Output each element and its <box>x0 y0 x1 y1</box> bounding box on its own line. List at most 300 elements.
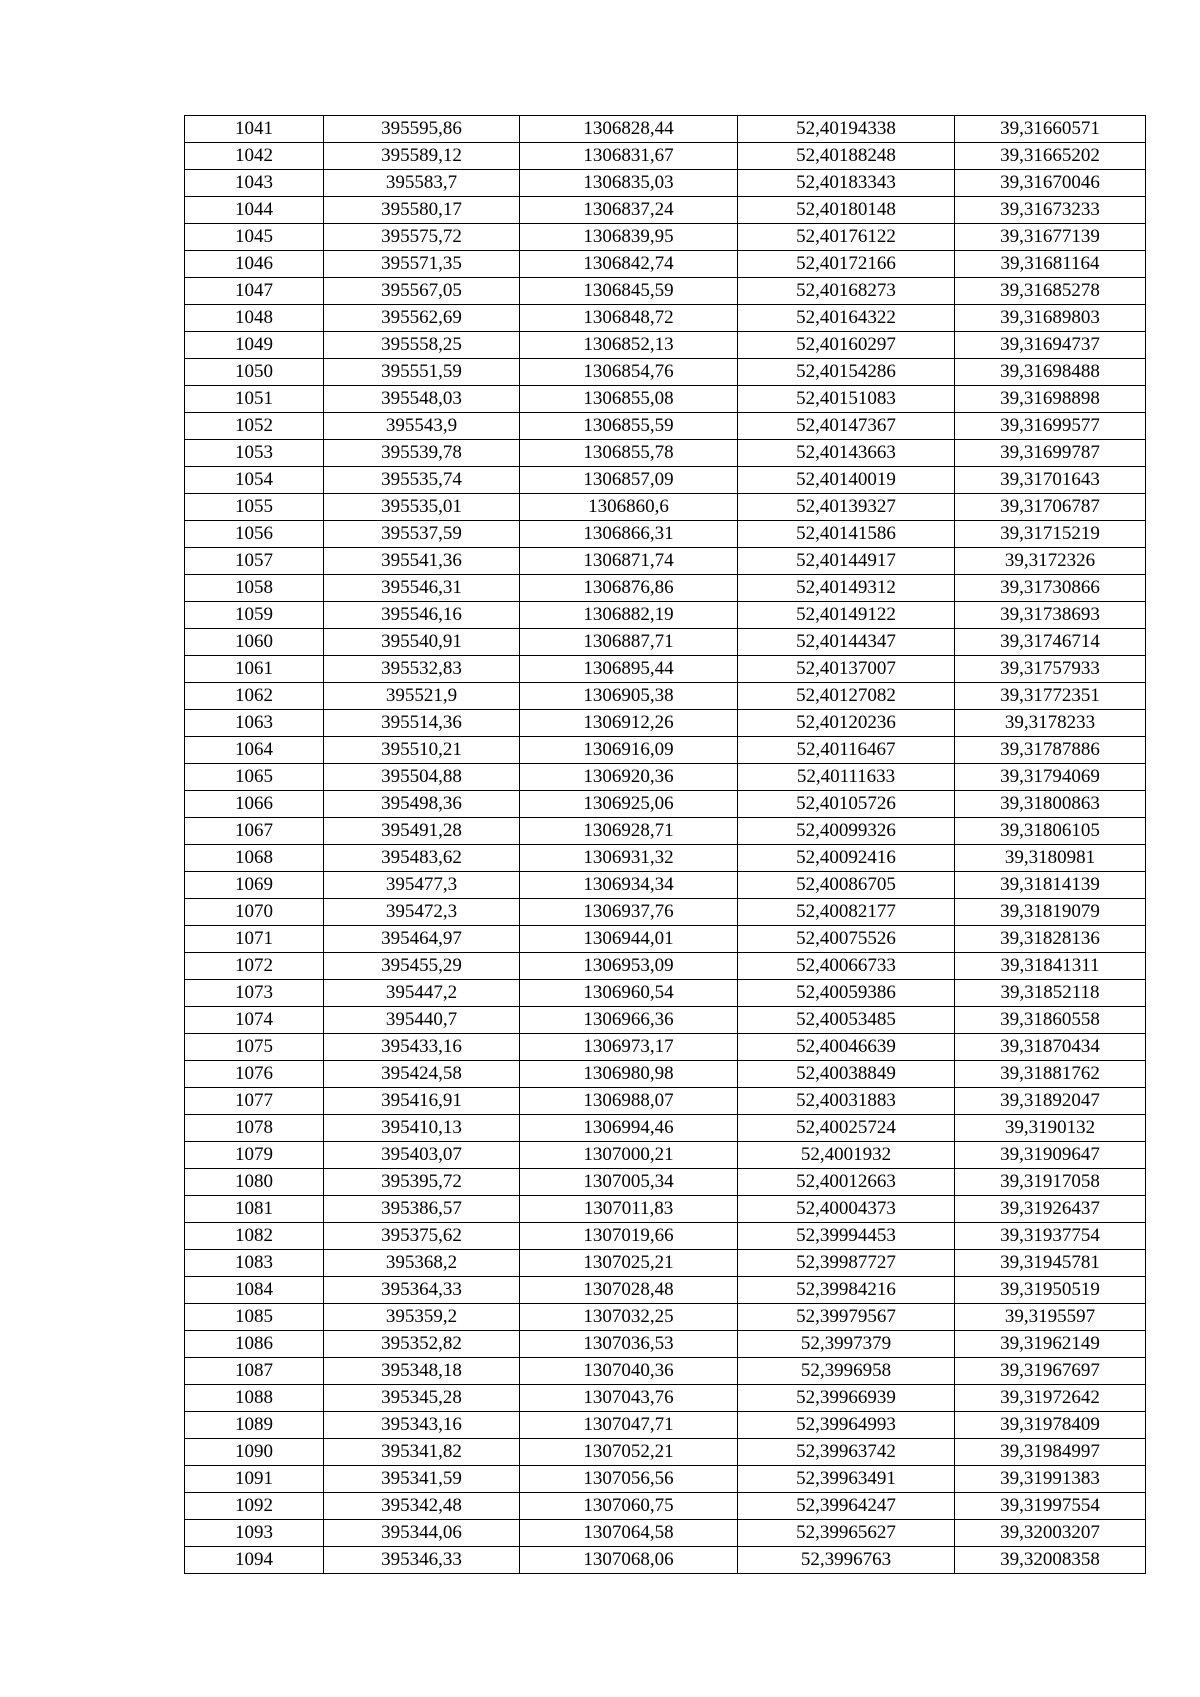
longitude-cell: 39,31660571 <box>955 116 1146 143</box>
y-coordinate-cell: 1306848,72 <box>520 305 738 332</box>
table-row <box>185 413 1146 440</box>
y-coordinate-cell: 1306835,03 <box>520 170 738 197</box>
latitude-cell: 52,40086705 <box>738 872 955 899</box>
point-number-cell: 1080 <box>185 1169 324 1196</box>
table-row <box>185 224 1146 251</box>
table-row <box>185 872 1146 899</box>
x-coordinate-cell: 395343,16 <box>324 1412 520 1439</box>
longitude-cell: 39,31991383 <box>955 1466 1146 1493</box>
x-coordinate-cell: 395575,72 <box>324 224 520 251</box>
longitude-cell: 39,31972642 <box>955 1385 1146 1412</box>
table-row <box>185 332 1146 359</box>
x-coordinate-cell: 395571,35 <box>324 251 520 278</box>
table-row <box>185 926 1146 953</box>
point-number-cell: 1060 <box>185 629 324 656</box>
table-row <box>185 1115 1146 1142</box>
point-number-cell: 1085 <box>185 1304 324 1331</box>
y-coordinate-cell: 1306966,36 <box>520 1007 738 1034</box>
point-number-cell: 1084 <box>185 1277 324 1304</box>
y-coordinate-cell: 1307047,71 <box>520 1412 738 1439</box>
point-number-cell: 1061 <box>185 656 324 683</box>
latitude-cell: 52,40038849 <box>738 1061 955 1088</box>
table-row <box>185 737 1146 764</box>
x-coordinate-cell: 395595,86 <box>324 116 520 143</box>
x-coordinate-cell: 395543,9 <box>324 413 520 440</box>
x-coordinate-cell: 395580,17 <box>324 197 520 224</box>
y-coordinate-cell: 1306944,01 <box>520 926 738 953</box>
table-row <box>185 1493 1146 1520</box>
latitude-cell: 52,40144347 <box>738 629 955 656</box>
latitude-cell: 52,40176122 <box>738 224 955 251</box>
y-coordinate-cell: 1307068,06 <box>520 1547 738 1574</box>
point-number-cell: 1051 <box>185 386 324 413</box>
table-row <box>185 602 1146 629</box>
latitude-cell: 52,40154286 <box>738 359 955 386</box>
point-number-cell: 1055 <box>185 494 324 521</box>
longitude-cell: 39,31962149 <box>955 1331 1146 1358</box>
y-coordinate-cell: 1306871,74 <box>520 548 738 575</box>
x-coordinate-cell: 395395,72 <box>324 1169 520 1196</box>
table-row <box>185 953 1146 980</box>
longitude-cell: 39,3180981 <box>955 845 1146 872</box>
longitude-cell: 39,32003207 <box>955 1520 1146 1547</box>
x-coordinate-cell: 395345,28 <box>324 1385 520 1412</box>
table-row <box>185 143 1146 170</box>
table-row <box>185 1196 1146 1223</box>
latitude-cell: 52,39966939 <box>738 1385 955 1412</box>
y-coordinate-cell: 1307060,75 <box>520 1493 738 1520</box>
x-coordinate-cell: 395491,28 <box>324 818 520 845</box>
point-number-cell: 1079 <box>185 1142 324 1169</box>
longitude-cell: 39,31950519 <box>955 1277 1146 1304</box>
point-number-cell: 1087 <box>185 1358 324 1385</box>
longitude-cell: 39,31860558 <box>955 1007 1146 1034</box>
table-row <box>185 1007 1146 1034</box>
latitude-cell: 52,40194338 <box>738 116 955 143</box>
latitude-cell: 52,40164322 <box>738 305 955 332</box>
coordinates-table-body <box>185 116 1146 1574</box>
y-coordinate-cell: 1306953,09 <box>520 953 738 980</box>
x-coordinate-cell: 395532,83 <box>324 656 520 683</box>
table-row <box>185 1142 1146 1169</box>
longitude-cell: 39,31673233 <box>955 197 1146 224</box>
x-coordinate-cell: 395359,2 <box>324 1304 520 1331</box>
longitude-cell: 39,31689803 <box>955 305 1146 332</box>
x-coordinate-cell: 395341,59 <box>324 1466 520 1493</box>
x-coordinate-cell: 395386,57 <box>324 1196 520 1223</box>
point-number-cell: 1070 <box>185 899 324 926</box>
latitude-cell: 52,40012663 <box>738 1169 955 1196</box>
y-coordinate-cell: 1306855,08 <box>520 386 738 413</box>
x-coordinate-cell: 395551,59 <box>324 359 520 386</box>
point-number-cell: 1069 <box>185 872 324 899</box>
y-coordinate-cell: 1306931,32 <box>520 845 738 872</box>
y-coordinate-cell: 1306882,19 <box>520 602 738 629</box>
y-coordinate-cell: 1306925,06 <box>520 791 738 818</box>
x-coordinate-cell: 395583,7 <box>324 170 520 197</box>
latitude-cell: 52,4001932 <box>738 1142 955 1169</box>
longitude-cell: 39,32008358 <box>955 1547 1146 1574</box>
table-row <box>185 278 1146 305</box>
point-number-cell: 1067 <box>185 818 324 845</box>
y-coordinate-cell: 1307005,34 <box>520 1169 738 1196</box>
y-coordinate-cell: 1306980,98 <box>520 1061 738 1088</box>
point-number-cell: 1050 <box>185 359 324 386</box>
x-coordinate-cell: 395537,59 <box>324 521 520 548</box>
longitude-cell: 39,31828136 <box>955 926 1146 953</box>
x-coordinate-cell: 395535,74 <box>324 467 520 494</box>
longitude-cell: 39,3178233 <box>955 710 1146 737</box>
latitude-cell: 52,40180148 <box>738 197 955 224</box>
point-number-cell: 1092 <box>185 1493 324 1520</box>
longitude-cell: 39,31681164 <box>955 251 1146 278</box>
table-row <box>185 305 1146 332</box>
x-coordinate-cell: 395548,03 <box>324 386 520 413</box>
x-coordinate-cell: 395535,01 <box>324 494 520 521</box>
longitude-cell: 39,31698488 <box>955 359 1146 386</box>
latitude-cell: 52,40139327 <box>738 494 955 521</box>
y-coordinate-cell: 1307064,58 <box>520 1520 738 1547</box>
y-coordinate-cell: 1306937,76 <box>520 899 738 926</box>
longitude-cell: 39,31917058 <box>955 1169 1146 1196</box>
latitude-cell: 52,40046639 <box>738 1034 955 1061</box>
y-coordinate-cell: 1306988,07 <box>520 1088 738 1115</box>
table-row <box>185 818 1146 845</box>
longitude-cell: 39,31997554 <box>955 1493 1146 1520</box>
x-coordinate-cell: 395540,91 <box>324 629 520 656</box>
latitude-cell: 52,40140019 <box>738 467 955 494</box>
x-coordinate-cell: 395498,36 <box>324 791 520 818</box>
latitude-cell: 52,40188248 <box>738 143 955 170</box>
latitude-cell: 52,40116467 <box>738 737 955 764</box>
point-number-cell: 1052 <box>185 413 324 440</box>
x-coordinate-cell: 395410,13 <box>324 1115 520 1142</box>
y-coordinate-cell: 1306920,36 <box>520 764 738 791</box>
x-coordinate-cell: 395510,21 <box>324 737 520 764</box>
table-row <box>185 440 1146 467</box>
longitude-cell: 39,31806105 <box>955 818 1146 845</box>
x-coordinate-cell: 395521,9 <box>324 683 520 710</box>
longitude-cell: 39,31665202 <box>955 143 1146 170</box>
table-row <box>185 170 1146 197</box>
latitude-cell: 52,40059386 <box>738 980 955 1007</box>
x-coordinate-cell: 395348,18 <box>324 1358 520 1385</box>
point-number-cell: 1090 <box>185 1439 324 1466</box>
point-number-cell: 1053 <box>185 440 324 467</box>
longitude-cell: 39,31852118 <box>955 980 1146 1007</box>
table-row <box>185 1520 1146 1547</box>
table-row <box>185 359 1146 386</box>
y-coordinate-cell: 1306855,78 <box>520 440 738 467</box>
table-row <box>185 197 1146 224</box>
latitude-cell: 52,39987727 <box>738 1250 955 1277</box>
latitude-cell: 52,39963491 <box>738 1466 955 1493</box>
point-number-cell: 1063 <box>185 710 324 737</box>
x-coordinate-cell: 395433,16 <box>324 1034 520 1061</box>
point-number-cell: 1043 <box>185 170 324 197</box>
table-row <box>185 764 1146 791</box>
y-coordinate-cell: 1306887,71 <box>520 629 738 656</box>
y-coordinate-cell: 1307025,21 <box>520 1250 738 1277</box>
table-row <box>185 791 1146 818</box>
y-coordinate-cell: 1306831,67 <box>520 143 738 170</box>
latitude-cell: 52,40075526 <box>738 926 955 953</box>
table-row <box>185 1331 1146 1358</box>
latitude-cell: 52,40092416 <box>738 845 955 872</box>
latitude-cell: 52,39984216 <box>738 1277 955 1304</box>
x-coordinate-cell: 395541,36 <box>324 548 520 575</box>
point-number-cell: 1042 <box>185 143 324 170</box>
point-number-cell: 1045 <box>185 224 324 251</box>
point-number-cell: 1083 <box>185 1250 324 1277</box>
table-row <box>185 548 1146 575</box>
table-row <box>185 494 1146 521</box>
y-coordinate-cell: 1306876,86 <box>520 575 738 602</box>
latitude-cell: 52,40143663 <box>738 440 955 467</box>
latitude-cell: 52,40151083 <box>738 386 955 413</box>
y-coordinate-cell: 1306912,26 <box>520 710 738 737</box>
longitude-cell: 39,31909647 <box>955 1142 1146 1169</box>
latitude-cell: 52,40149122 <box>738 602 955 629</box>
x-coordinate-cell: 395346,33 <box>324 1547 520 1574</box>
latitude-cell: 52,40120236 <box>738 710 955 737</box>
latitude-cell: 52,40127082 <box>738 683 955 710</box>
longitude-cell: 39,3190132 <box>955 1115 1146 1142</box>
longitude-cell: 39,31814139 <box>955 872 1146 899</box>
y-coordinate-cell: 1307032,25 <box>520 1304 738 1331</box>
latitude-cell: 52,40183343 <box>738 170 955 197</box>
latitude-cell: 52,40099326 <box>738 818 955 845</box>
table-row <box>185 1277 1146 1304</box>
x-coordinate-cell: 395504,88 <box>324 764 520 791</box>
point-number-cell: 1048 <box>185 305 324 332</box>
longitude-cell: 39,3195597 <box>955 1304 1146 1331</box>
table-row <box>185 1547 1146 1574</box>
latitude-cell: 52,3996763 <box>738 1547 955 1574</box>
point-number-cell: 1054 <box>185 467 324 494</box>
longitude-cell: 39,31870434 <box>955 1034 1146 1061</box>
x-coordinate-cell: 395416,91 <box>324 1088 520 1115</box>
latitude-cell: 52,39964993 <box>738 1412 955 1439</box>
longitude-cell: 39,31926437 <box>955 1196 1146 1223</box>
point-number-cell: 1088 <box>185 1385 324 1412</box>
y-coordinate-cell: 1306934,34 <box>520 872 738 899</box>
point-number-cell: 1089 <box>185 1412 324 1439</box>
y-coordinate-cell: 1306855,59 <box>520 413 738 440</box>
point-number-cell: 1077 <box>185 1088 324 1115</box>
latitude-cell: 52,40066733 <box>738 953 955 980</box>
y-coordinate-cell: 1306828,44 <box>520 116 738 143</box>
table-row <box>185 116 1146 143</box>
longitude-cell: 39,31787886 <box>955 737 1146 764</box>
table-row <box>185 1304 1146 1331</box>
point-number-cell: 1076 <box>185 1061 324 1088</box>
y-coordinate-cell: 1307028,48 <box>520 1277 738 1304</box>
x-coordinate-cell: 395567,05 <box>324 278 520 305</box>
longitude-cell: 39,31730866 <box>955 575 1146 602</box>
longitude-cell: 39,31984997 <box>955 1439 1146 1466</box>
point-number-cell: 1072 <box>185 953 324 980</box>
point-number-cell: 1041 <box>185 116 324 143</box>
latitude-cell: 52,40004373 <box>738 1196 955 1223</box>
table-row <box>185 251 1146 278</box>
table-row <box>185 1223 1146 1250</box>
point-number-cell: 1062 <box>185 683 324 710</box>
table-row <box>185 467 1146 494</box>
x-coordinate-cell: 395455,29 <box>324 953 520 980</box>
point-number-cell: 1075 <box>185 1034 324 1061</box>
y-coordinate-cell: 1306857,09 <box>520 467 738 494</box>
x-coordinate-cell: 395562,69 <box>324 305 520 332</box>
latitude-cell: 52,40137007 <box>738 656 955 683</box>
table-row <box>185 575 1146 602</box>
latitude-cell: 52,40141586 <box>738 521 955 548</box>
longitude-cell: 39,31701643 <box>955 467 1146 494</box>
y-coordinate-cell: 1306845,59 <box>520 278 738 305</box>
latitude-cell: 52,40082177 <box>738 899 955 926</box>
table-row <box>185 1358 1146 1385</box>
latitude-cell: 52,39963742 <box>738 1439 955 1466</box>
longitude-cell: 39,31677139 <box>955 224 1146 251</box>
longitude-cell: 39,31978409 <box>955 1412 1146 1439</box>
longitude-cell: 39,31881762 <box>955 1061 1146 1088</box>
y-coordinate-cell: 1307011,83 <box>520 1196 738 1223</box>
x-coordinate-cell: 395589,12 <box>324 143 520 170</box>
y-coordinate-cell: 1307000,21 <box>520 1142 738 1169</box>
table-row <box>185 386 1146 413</box>
table-row <box>185 845 1146 872</box>
y-coordinate-cell: 1306854,76 <box>520 359 738 386</box>
coordinates-table <box>184 115 1146 1574</box>
table-row <box>185 1169 1146 1196</box>
longitude-cell: 39,31706787 <box>955 494 1146 521</box>
point-number-cell: 1047 <box>185 278 324 305</box>
y-coordinate-cell: 1306905,38 <box>520 683 738 710</box>
table-row <box>185 1250 1146 1277</box>
longitude-cell: 39,31800863 <box>955 791 1146 818</box>
table-row <box>185 710 1146 737</box>
point-number-cell: 1057 <box>185 548 324 575</box>
point-number-cell: 1044 <box>185 197 324 224</box>
y-coordinate-cell: 1306860,6 <box>520 494 738 521</box>
x-coordinate-cell: 395546,31 <box>324 575 520 602</box>
point-number-cell: 1049 <box>185 332 324 359</box>
point-number-cell: 1071 <box>185 926 324 953</box>
longitude-cell: 39,31746714 <box>955 629 1146 656</box>
longitude-cell: 39,31685278 <box>955 278 1146 305</box>
latitude-cell: 52,40149312 <box>738 575 955 602</box>
latitude-cell: 52,40053485 <box>738 1007 955 1034</box>
longitude-cell: 39,31794069 <box>955 764 1146 791</box>
x-coordinate-cell: 395344,06 <box>324 1520 520 1547</box>
table-row <box>185 683 1146 710</box>
y-coordinate-cell: 1306852,13 <box>520 332 738 359</box>
latitude-cell: 52,40160297 <box>738 332 955 359</box>
longitude-cell: 39,3172326 <box>955 548 1146 575</box>
longitude-cell: 39,31738693 <box>955 602 1146 629</box>
latitude-cell: 52,40031883 <box>738 1088 955 1115</box>
longitude-cell: 39,31694737 <box>955 332 1146 359</box>
latitude-cell: 52,40147367 <box>738 413 955 440</box>
longitude-cell: 39,31699577 <box>955 413 1146 440</box>
x-coordinate-cell: 395403,07 <box>324 1142 520 1169</box>
table-row <box>185 899 1146 926</box>
longitude-cell: 39,31945781 <box>955 1250 1146 1277</box>
y-coordinate-cell: 1307056,56 <box>520 1466 738 1493</box>
latitude-cell: 52,3996958 <box>738 1358 955 1385</box>
latitude-cell: 52,39964247 <box>738 1493 955 1520</box>
table-row <box>185 521 1146 548</box>
table-row <box>185 1439 1146 1466</box>
point-number-cell: 1093 <box>185 1520 324 1547</box>
x-coordinate-cell: 395464,97 <box>324 926 520 953</box>
y-coordinate-cell: 1307036,53 <box>520 1331 738 1358</box>
x-coordinate-cell: 395364,33 <box>324 1277 520 1304</box>
point-number-cell: 1056 <box>185 521 324 548</box>
latitude-cell: 52,40025724 <box>738 1115 955 1142</box>
latitude-cell: 52,40111633 <box>738 764 955 791</box>
longitude-cell: 39,31892047 <box>955 1088 1146 1115</box>
point-number-cell: 1068 <box>185 845 324 872</box>
table-row <box>185 1385 1146 1412</box>
x-coordinate-cell: 395477,3 <box>324 872 520 899</box>
y-coordinate-cell: 1306866,31 <box>520 521 738 548</box>
y-coordinate-cell: 1307019,66 <box>520 1223 738 1250</box>
table-row <box>185 656 1146 683</box>
latitude-cell: 52,39965627 <box>738 1520 955 1547</box>
x-coordinate-cell: 395546,16 <box>324 602 520 629</box>
longitude-cell: 39,31819079 <box>955 899 1146 926</box>
x-coordinate-cell: 395539,78 <box>324 440 520 467</box>
y-coordinate-cell: 1306839,95 <box>520 224 738 251</box>
y-coordinate-cell: 1306842,74 <box>520 251 738 278</box>
point-number-cell: 1086 <box>185 1331 324 1358</box>
latitude-cell: 52,40144917 <box>738 548 955 575</box>
longitude-cell: 39,31841311 <box>955 953 1146 980</box>
y-coordinate-cell: 1307040,36 <box>520 1358 738 1385</box>
latitude-cell: 52,40172166 <box>738 251 955 278</box>
x-coordinate-cell: 395447,2 <box>324 980 520 1007</box>
point-number-cell: 1091 <box>185 1466 324 1493</box>
x-coordinate-cell: 395472,3 <box>324 899 520 926</box>
x-coordinate-cell: 395375,62 <box>324 1223 520 1250</box>
table-row <box>185 1466 1146 1493</box>
longitude-cell: 39,31967697 <box>955 1358 1146 1385</box>
point-number-cell: 1046 <box>185 251 324 278</box>
point-number-cell: 1074 <box>185 1007 324 1034</box>
table-row <box>185 1034 1146 1061</box>
x-coordinate-cell: 395558,25 <box>324 332 520 359</box>
point-number-cell: 1078 <box>185 1115 324 1142</box>
point-number-cell: 1066 <box>185 791 324 818</box>
longitude-cell: 39,31757933 <box>955 656 1146 683</box>
table-row <box>185 1412 1146 1439</box>
y-coordinate-cell: 1306973,17 <box>520 1034 738 1061</box>
point-number-cell: 1065 <box>185 764 324 791</box>
y-coordinate-cell: 1306994,46 <box>520 1115 738 1142</box>
longitude-cell: 39,31698898 <box>955 386 1146 413</box>
y-coordinate-cell: 1306895,44 <box>520 656 738 683</box>
point-number-cell: 1073 <box>185 980 324 1007</box>
x-coordinate-cell: 395342,48 <box>324 1493 520 1520</box>
y-coordinate-cell: 1307043,76 <box>520 1385 738 1412</box>
x-coordinate-cell: 395352,82 <box>324 1331 520 1358</box>
y-coordinate-cell: 1306916,09 <box>520 737 738 764</box>
point-number-cell: 1081 <box>185 1196 324 1223</box>
y-coordinate-cell: 1307052,21 <box>520 1439 738 1466</box>
latitude-cell: 52,3997379 <box>738 1331 955 1358</box>
point-number-cell: 1059 <box>185 602 324 629</box>
